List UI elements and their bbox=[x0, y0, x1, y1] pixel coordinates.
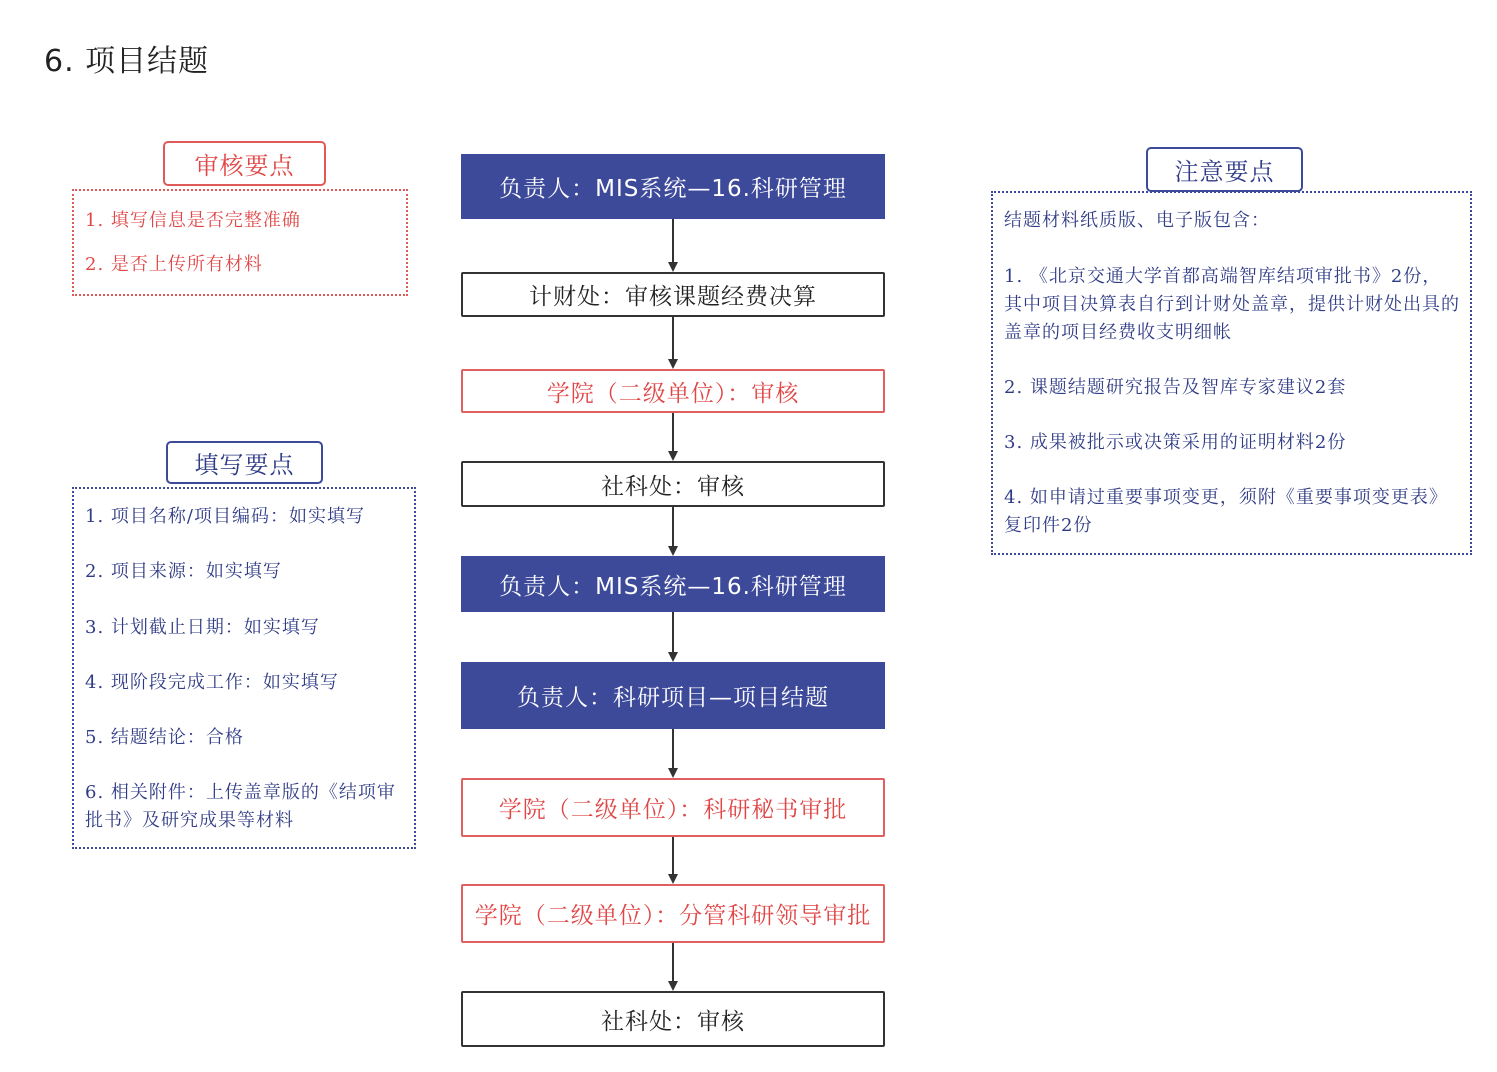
fill-point-item: 6. 相关附件：上传盖章版的《结项审批书》及研究成果等材料 bbox=[85, 782, 396, 831]
flow-step-college-review: 学院（二级单位）：审核 bbox=[461, 369, 885, 413]
notes-item: 3. 成果被批示或决策采用的证明材料2份 bbox=[1004, 432, 1347, 453]
flow-step-owner-project-close: 负责人：科研项目—项目结题 bbox=[461, 662, 885, 729]
fill-points-panel bbox=[72, 487, 416, 849]
flow-step-owner-mis-2: 负责人：MIS系统—16.科研管理 bbox=[461, 556, 885, 612]
notes-panel bbox=[991, 191, 1472, 555]
flow-step-college-leader-approve: 学院（二级单位）：分管科研领导审批 bbox=[461, 884, 885, 943]
flow-step-finance-review: 计财处：审核课题经费决算 bbox=[461, 272, 885, 317]
notes-item: 4. 如申请过重要事项变更，须附《重要事项变更表》复印件2份 bbox=[1004, 487, 1448, 536]
page-title: 6. 项目结题 bbox=[44, 44, 210, 79]
notes-item: 1. 《北京交通大学首都高端智库结项审批书》2份，其中项目决算表自行到计财处盖章，提供计财处出具的盖章的项目经费收支明细帐 bbox=[1004, 266, 1460, 343]
fill-point-item: 2. 项目来源：如实填写 bbox=[85, 561, 282, 582]
flow-step-college-secretary-approve: 学院（二级单位）：科研秘书审批 bbox=[461, 778, 885, 837]
fill-point-item: 1. 项目名称/项目编码：如实填写 bbox=[85, 506, 365, 527]
audit-point-item: 2. 是否上传所有材料 bbox=[85, 254, 263, 275]
fill-point-item: 5. 结题结论：合格 bbox=[85, 727, 244, 748]
flow-step-social-science-review: 社科处：审核 bbox=[461, 461, 885, 507]
flow-step-social-science-final: 社科处：审核 bbox=[461, 991, 885, 1047]
fill-points-header: 填写要点 bbox=[166, 441, 323, 484]
audit-point-item: 1. 填写信息是否完整准确 bbox=[85, 210, 301, 231]
notes-header: 注意要点 bbox=[1146, 147, 1303, 192]
audit-points-panel bbox=[72, 189, 408, 296]
notes-intro: 结题材料纸质版、电子版包含： bbox=[1004, 210, 1270, 231]
fill-point-item: 3. 计划截止日期：如实填写 bbox=[85, 617, 320, 638]
notes-item: 2. 课题结题研究报告及智库专家建议2套 bbox=[1004, 377, 1347, 398]
audit-points-header: 审核要点 bbox=[163, 141, 326, 186]
fill-point-item: 4. 现阶段完成工作：如实填写 bbox=[85, 672, 339, 693]
flow-step-owner-mis: 负责人：MIS系统—16.科研管理 bbox=[461, 154, 885, 219]
